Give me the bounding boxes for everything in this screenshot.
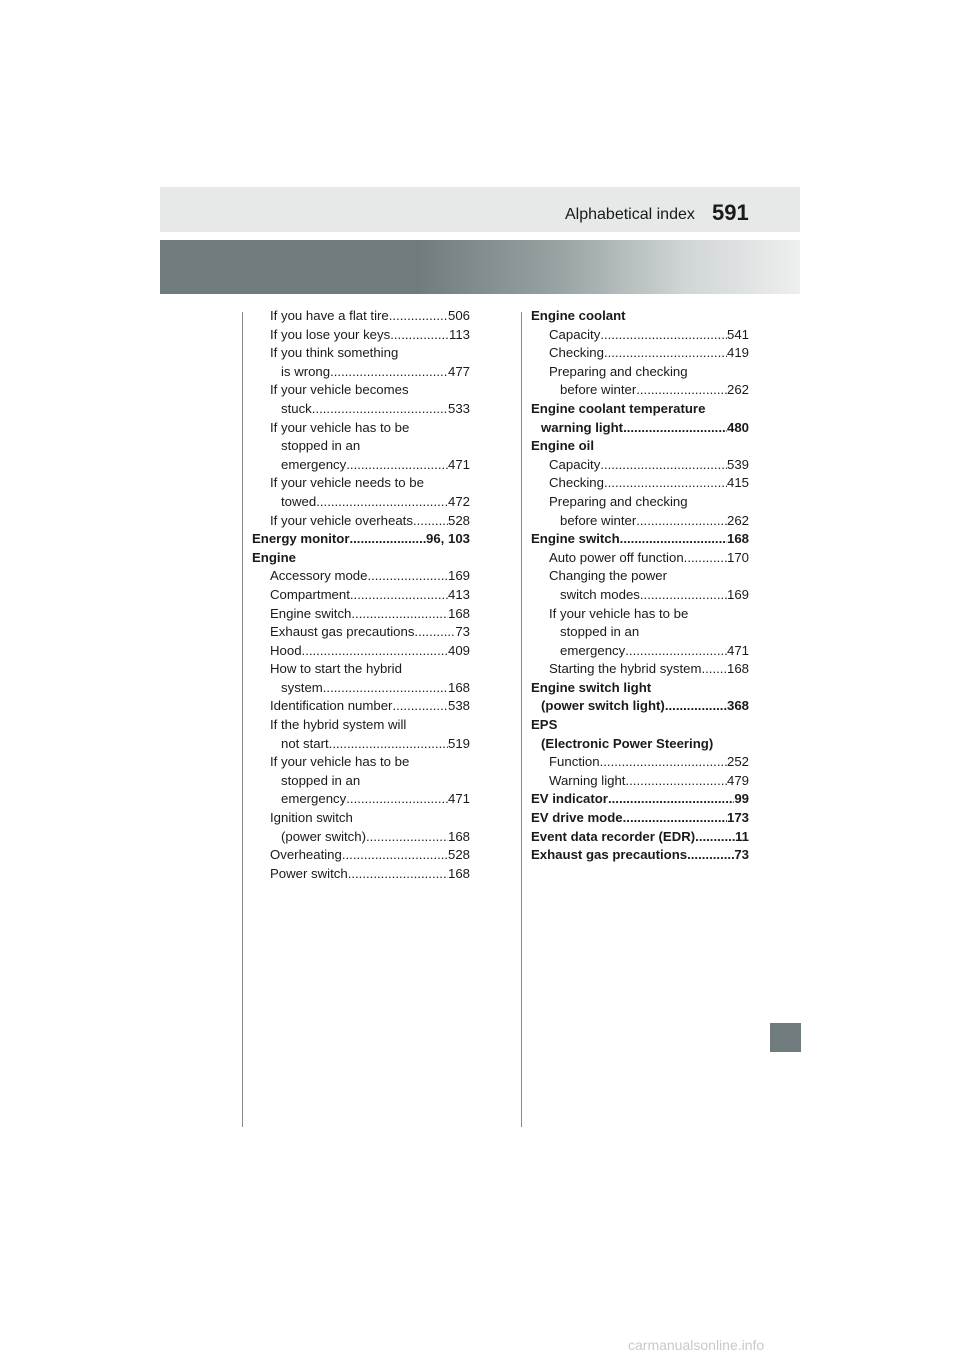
dot-leader: [695, 828, 735, 847]
index-entry-page: 169: [726, 586, 749, 602]
index-entry: [531, 307, 749, 326]
index-entry-label: How to start the hybrid: [270, 661, 402, 677]
index-entry: [531, 363, 749, 382]
index-entry-label: (Electronic Power Steering): [541, 735, 714, 751]
dot-leader: [316, 493, 448, 512]
index-entry: [531, 735, 749, 754]
index-entry-page: 506: [447, 308, 470, 323]
index-entry-label: before winter: [560, 512, 637, 528]
index-entry-label: If your vehicle has to be: [549, 605, 689, 621]
index-entry: [252, 828, 470, 847]
dot-leader: [625, 772, 727, 791]
dot-leader: [636, 512, 727, 531]
index-entry: [531, 753, 749, 772]
index-entry: [531, 381, 749, 400]
dot-leader: [687, 846, 734, 865]
index-entry-page: 252: [726, 754, 749, 770]
index-entry-label: Engine coolant temperature: [531, 400, 706, 416]
dot-leader: [413, 512, 448, 531]
column-divider-middle: [521, 312, 522, 1127]
index-entry: [252, 846, 470, 865]
index-entry: [531, 474, 749, 493]
index-entry: [531, 828, 749, 847]
index-entry: [252, 790, 470, 809]
index-entry: [252, 512, 470, 531]
dot-leader: [302, 642, 448, 661]
index-entry-label: switch modes: [560, 586, 640, 602]
index-entry-label: emergency: [281, 791, 347, 807]
index-entry-page: 471: [447, 456, 470, 472]
index-entry-page: 477: [447, 363, 470, 379]
index-entry-page: 168: [447, 865, 470, 881]
index-entry: [252, 660, 470, 679]
index-entry-page: 541: [726, 326, 749, 342]
index-entry-label: Exhaust gas precautions: [531, 847, 688, 863]
index-entry-label: Engine oil: [531, 438, 595, 454]
dot-leader: [366, 828, 448, 847]
index-entry-label: Changing the power: [549, 568, 668, 584]
index-entry-label: Energy monitor: [252, 531, 350, 547]
index-entry: [252, 809, 470, 828]
index-entry: [531, 716, 749, 735]
index-entry-page: 519: [447, 735, 470, 751]
dot-leader: [620, 530, 727, 549]
dot-leader: [701, 660, 727, 679]
index-entry: [531, 679, 749, 698]
dot-leader: [684, 549, 727, 568]
index-entry-label: before winter: [560, 382, 637, 398]
index-entry-label: If your vehicle has to be: [270, 754, 410, 770]
index-entry: [252, 716, 470, 735]
index-entry-page: 539: [726, 456, 749, 472]
index-entry-page: 479: [726, 772, 749, 788]
index-entry-label: Overheating: [270, 847, 342, 863]
index-entry-page: 471: [726, 642, 749, 658]
header-gradient-band: [160, 240, 800, 294]
index-entry: [252, 697, 470, 716]
dot-leader: [600, 753, 727, 772]
index-entry: [531, 586, 749, 605]
index-entry: [531, 437, 749, 456]
index-entry-page: 168: [447, 679, 470, 695]
index-entry-page: 262: [726, 382, 749, 398]
dot-leader: [346, 456, 448, 475]
index-entry: [252, 567, 470, 586]
index-entry-label: Auto power off function: [549, 549, 684, 565]
index-entry: [531, 772, 749, 791]
index-entry-label: Preparing and checking: [549, 493, 688, 509]
index-entry-label: Identification number: [270, 698, 393, 714]
index-entry-label: Warning light: [549, 772, 626, 788]
dot-leader: [623, 809, 727, 828]
index-entry-label: If you lose your keys: [270, 326, 391, 342]
index-entry-label: EV drive mode: [531, 810, 623, 826]
index-entry: [531, 660, 749, 679]
index-column-right: [531, 307, 749, 865]
index-entry-label: Capacity: [549, 456, 601, 472]
index-entry: [531, 567, 749, 586]
index-entry: [252, 642, 470, 661]
index-entry-page: 419: [726, 345, 749, 361]
index-entry-label: stopped in an: [560, 624, 640, 640]
index-entry-label: If your vehicle has to be: [270, 419, 410, 435]
index-entry-label: Function: [549, 754, 600, 770]
index-entry-page: 368: [726, 698, 749, 714]
index-entry-label: emergency: [560, 642, 626, 658]
dot-leader: [346, 790, 448, 809]
index-entry-label: Preparing and checking: [549, 363, 688, 379]
dot-leader: [323, 679, 448, 698]
index-entry-label: (power switch): [281, 828, 367, 844]
index-entry-page: 533: [447, 400, 470, 416]
index-entry-page: 168: [447, 828, 470, 844]
index-entry: [252, 623, 470, 642]
index-entry-label: emergency: [281, 456, 347, 472]
index-entry-page: 538: [447, 698, 470, 714]
index-entry: [252, 363, 470, 382]
index-entry: [531, 419, 749, 438]
index-entry-label: Exhaust gas precautions: [270, 624, 415, 640]
dot-leader: [329, 735, 448, 754]
index-entry-label: is wrong: [281, 363, 331, 379]
index-entry: [252, 772, 470, 791]
dot-leader: [640, 586, 727, 605]
dot-leader: [349, 530, 426, 549]
dot-leader: [608, 790, 734, 809]
index-entry-label: towed: [281, 493, 317, 509]
index-entry-page: 471: [447, 791, 470, 807]
index-entry-label: If you have a flat tire: [270, 308, 389, 323]
index-entry: [252, 326, 470, 345]
index-entry-page: 99: [734, 791, 749, 807]
index-entry-label: If you think something: [270, 345, 399, 361]
index-entry: [252, 307, 470, 326]
index-entry: [252, 605, 470, 624]
index-entry: [252, 437, 470, 456]
index-entry: [252, 735, 470, 754]
index-entry: [252, 549, 470, 568]
dot-leader: [414, 623, 455, 642]
index-entry-label: stopped in an: [281, 438, 361, 454]
index-entry-page: 173: [726, 810, 749, 826]
dot-leader: [600, 456, 727, 475]
index-entry: [252, 753, 470, 772]
index-entry-label: EPS: [531, 717, 558, 733]
dot-leader: [392, 697, 448, 716]
index-entry-label: Hood: [270, 642, 302, 658]
index-entry: [531, 456, 749, 475]
index-entry-label: Accessory mode: [270, 568, 368, 584]
index-entry-label: If your vehicle needs to be: [270, 475, 424, 491]
index-entry-label: Engine switch light: [531, 679, 652, 695]
index-entry: [252, 530, 470, 549]
index-entry: [252, 586, 470, 605]
index-entry-label: If your vehicle overheats: [270, 512, 413, 528]
index-entry-page: 480: [726, 419, 749, 435]
index-entry-label: EV indicator: [531, 791, 608, 807]
index-entry: [531, 642, 749, 661]
page-number: 591: [712, 200, 749, 225]
index-entry-label: not start: [281, 735, 329, 751]
index-entry-label: Engine coolant: [531, 308, 626, 323]
index-entry-page: 415: [726, 475, 749, 491]
index-entry: [252, 493, 470, 512]
index-entry: [531, 400, 749, 419]
index-entry-label: system: [281, 679, 323, 695]
index-entry: [531, 512, 749, 531]
dot-leader: [330, 363, 448, 382]
index-entry-page: 169: [447, 568, 470, 584]
index-entry: [252, 344, 470, 363]
footer-watermark: carmanualsonline.info: [628, 1337, 765, 1353]
index-entry: [531, 790, 749, 809]
index-entry-page: 11: [735, 828, 749, 844]
index-entry-page: 73: [455, 624, 470, 640]
index-entry-label: If your vehicle becomes: [270, 382, 409, 398]
index-entry-label: Engine switch: [531, 531, 620, 547]
index-entry: [252, 400, 470, 419]
index-column-left: [252, 307, 470, 883]
index-entry: [531, 326, 749, 345]
chapter-tab-marker: [770, 1023, 801, 1052]
index-entry: [531, 530, 749, 549]
index-entry-label: warning light: [541, 419, 624, 435]
index-entry-label: Engine: [252, 549, 296, 565]
index-entry-page: 472: [447, 493, 470, 509]
index-entry-label: Engine switch: [270, 605, 352, 621]
index-entry: [531, 493, 749, 512]
index-entry-page: 528: [447, 847, 470, 863]
index-entry-page: 413: [447, 586, 470, 602]
dot-leader: [351, 605, 448, 624]
index-entry: [531, 605, 749, 624]
index-entry: [252, 865, 470, 884]
index-entry-label: Checking: [549, 475, 604, 491]
dot-leader: [348, 865, 448, 884]
dot-leader: [665, 697, 727, 716]
index-entry-label: Event data recorder (EDR): [531, 828, 696, 844]
index-entry-page: 168: [447, 605, 470, 621]
index-entry-page: 168: [726, 531, 749, 547]
index-entry-label: Checking: [549, 345, 604, 361]
index-entry-label: Capacity: [549, 326, 601, 342]
dot-leader: [312, 400, 448, 419]
index-entry-page: 409: [447, 642, 470, 658]
index-entry-label: If the hybrid system will: [270, 717, 407, 733]
index-entry-label: stuck: [281, 400, 312, 416]
dot-leader: [604, 344, 727, 363]
index-entry-page: 528: [447, 512, 470, 528]
index-entry: [531, 697, 749, 716]
index-entry-label: Power switch: [270, 865, 348, 881]
dot-leader: [367, 567, 448, 586]
dot-leader: [389, 307, 448, 326]
index-entry-page: 170: [726, 549, 749, 565]
column-divider-left: [242, 312, 243, 1127]
index-entry: [252, 679, 470, 698]
index-entry-label: (power switch light): [541, 698, 665, 714]
index-entry-page: 168: [726, 661, 749, 677]
index-entry-label: Compartment: [270, 586, 350, 602]
dot-leader: [350, 586, 448, 605]
section-title: Alphabetical index: [565, 206, 695, 223]
index-entry-page: 113: [448, 326, 470, 342]
index-entry-page: 73: [734, 847, 749, 863]
index-entry: [531, 344, 749, 363]
index-entry: [252, 456, 470, 475]
index-entry: [252, 381, 470, 400]
index-entry: [531, 809, 749, 828]
index-entry: [252, 474, 470, 493]
dot-leader: [625, 642, 727, 661]
page-header: [160, 187, 800, 232]
dot-leader: [604, 474, 727, 493]
index-entry: [531, 846, 749, 865]
index-entry-label: Starting the hybrid system: [549, 661, 702, 677]
index-entry-label: stopped in an: [281, 772, 361, 788]
index-entry-label: Ignition switch: [270, 810, 353, 826]
index-entry: [531, 623, 749, 642]
index-entry: [531, 549, 749, 568]
index-entry-page: 96, 103: [426, 531, 470, 547]
dot-leader: [342, 846, 448, 865]
dot-leader: [636, 381, 727, 400]
dot-leader: [623, 419, 727, 438]
index-entry-page: 262: [726, 512, 749, 528]
dot-leader: [600, 326, 727, 345]
dot-leader: [390, 326, 449, 345]
index-entry: [252, 419, 470, 438]
